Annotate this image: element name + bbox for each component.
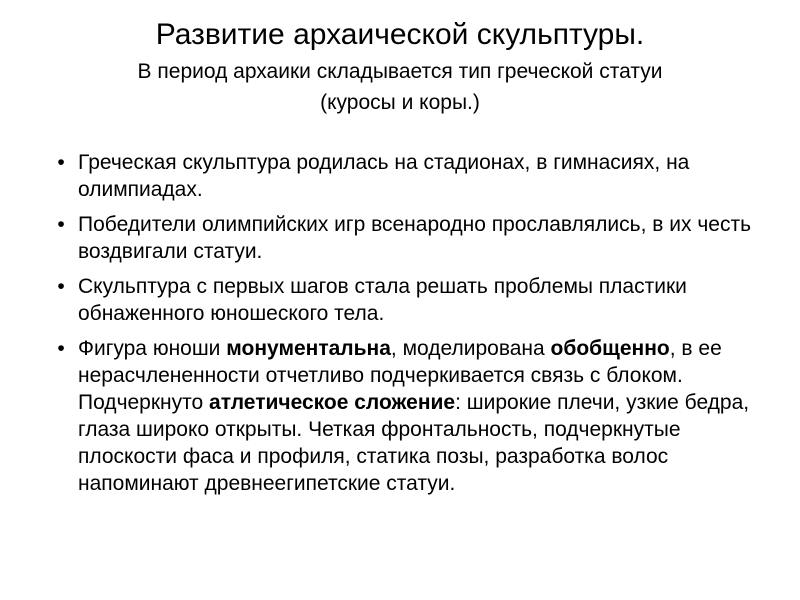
bullet-marker: • [57,151,65,174]
title-block [0,16,800,118]
slide-title: Развитие архаической скульптуры. [155,18,645,51]
emphasis-monumental: монументальна [226,337,391,360]
emphasis-athletic-build: атлетическое сложение [209,391,456,414]
emphasis-generalized: обобщенно [550,337,670,360]
subtitle-line-1: В период архаики складывается тип греческой статуи [137,60,663,83]
bullet-text-3: Скульптура с первых шагов стала решать проблемы пластики обнаженного юношеского тела. [78,275,687,325]
bullet-4-text-part: , моделирована [390,337,551,360]
bullet-list [50,149,770,505]
bullet-marker: • [57,337,65,360]
bullet-item-1 [50,149,770,203]
bullet-text-4 [78,337,749,495]
slide-subtitle [0,56,800,118]
subtitle-line-2: (куросы и коры.) [320,91,480,114]
bullet-item-4 [50,335,770,497]
bullet-marker: • [57,275,65,298]
bullet-item-2 [50,211,770,265]
bullet-4-text-part: , в ее нерасчлененности отчетливо подчеркивается связь с блоком. Подчеркнуто [78,337,722,414]
bullet-text-2: Победители олимпийских игр всенародно прославлялись, в их честь воздвигали статуи. [78,213,752,263]
bullet-marker: • [57,213,65,236]
bullet-4-text-part: Фигура юноши [78,337,227,360]
bullet-4-text-part: : широкие плечи, узкие бедра, глаза широко открыты. Четкая фронтальность, подчеркнутые плоскости фаса и профиля, статика позы, разработка волос напоминают древнеегипетские статуи. [78,391,750,495]
bullet-item-3 [50,273,770,327]
bullet-text-1: Греческая скульптура родилась на стадионах, в гимнасиях, на олимпиадах. [78,151,690,201]
